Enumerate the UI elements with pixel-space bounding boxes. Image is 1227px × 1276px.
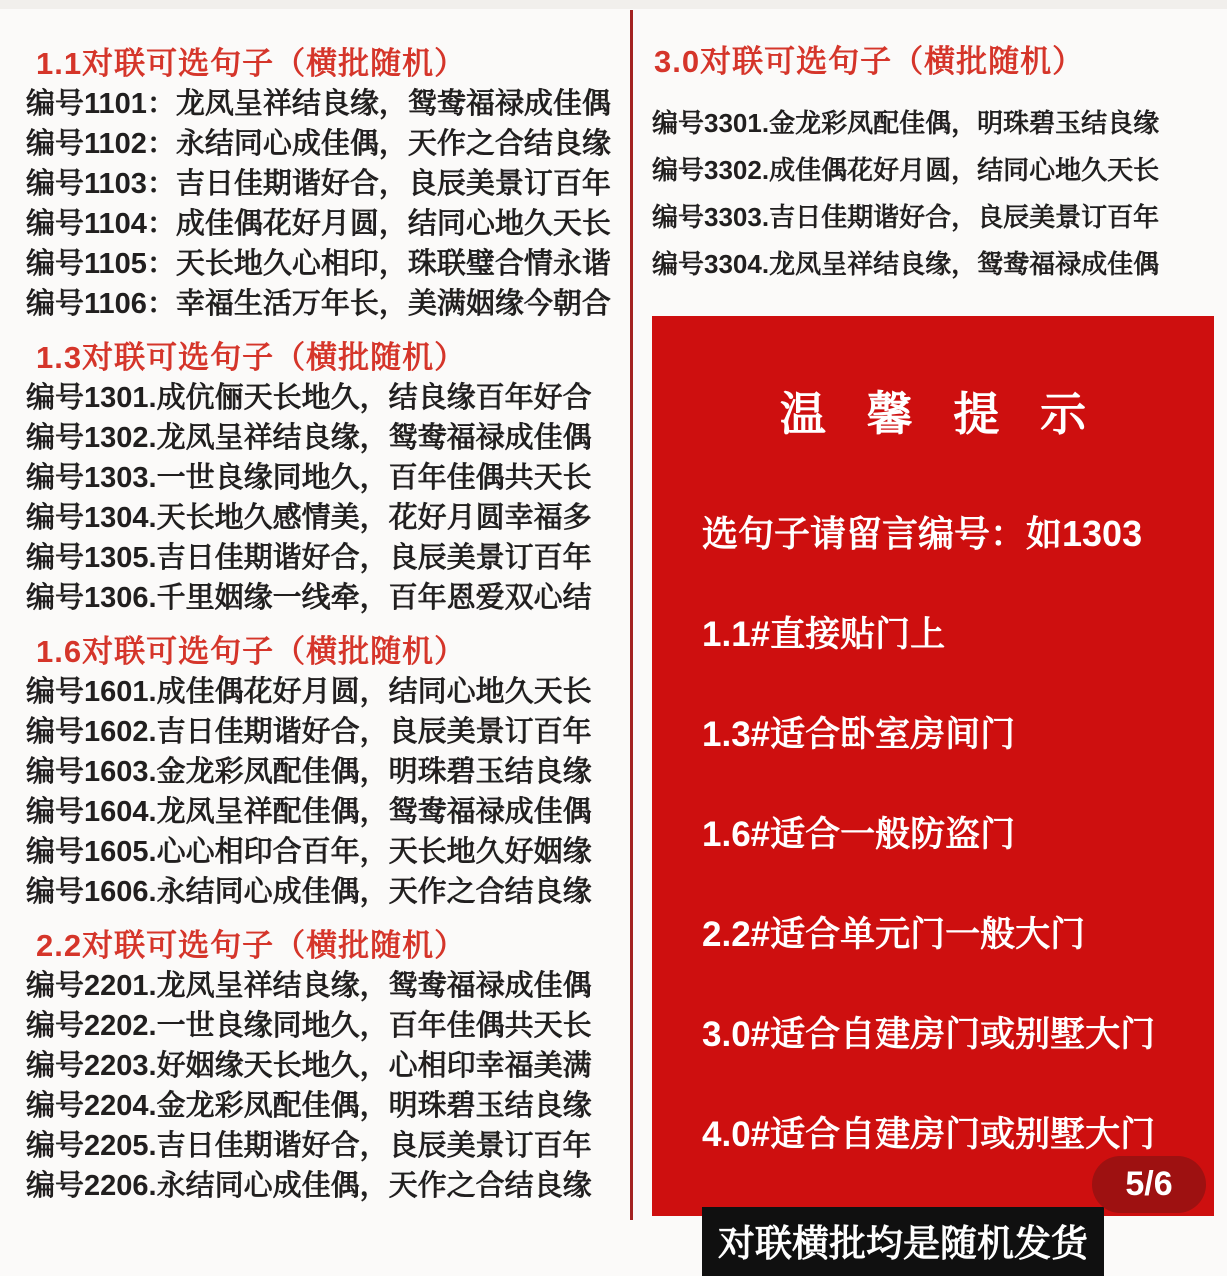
couplet-option-row: 编号3303.吉日佳期谐好合，良辰美景订百年 (652, 202, 1160, 232)
couplet-option-row: 编号2202.一世良缘同地久，百年佳偶共天长 (26, 1010, 592, 1042)
couplet-option-row: 编号1604.龙凤呈祥配佳偶，鸳鸯福禄成佳偶 (26, 796, 592, 828)
notice-line: 1.6#适合一般防盗门 (702, 815, 1016, 854)
couplet-option-row: 编号2203.好姻缘天长地久，心相印幸福美满 (26, 1050, 592, 1082)
section-1-1-rows (26, 84, 628, 324)
column-divider (630, 10, 633, 1220)
section-2-2 (26, 928, 628, 1206)
couplet-option-row: 编号1106：幸福生活万年长，美满姻缘今朝合 (26, 288, 611, 320)
section-1-1-title: 1.1对联可选句子（横批随机） (36, 46, 467, 81)
section-1-3 (26, 340, 628, 618)
notice-line: 3.0#适合自建房门或别墅大门 (702, 1015, 1156, 1054)
section-1-3-rows (26, 378, 628, 618)
couplet-option-row: 编号1601.成佳偶花好月圆，结同心地久天长 (26, 676, 592, 708)
section-3-0-title: 3.0对联可选句子（横批随机） (654, 44, 1085, 79)
couplet-options-right-column (652, 0, 1214, 1264)
section-1-3-title: 1.3对联可选句子（横批随机） (36, 340, 467, 375)
couplet-option-row: 编号1304.天长地久感情美，花好月圆幸福多 (26, 502, 592, 534)
section-2-2-title: 2.2对联可选句子（横批随机） (36, 928, 467, 963)
section-1-6-rows (26, 672, 628, 912)
notice-line: 1.1#直接贴门上 (702, 615, 946, 654)
notice-panel (652, 316, 1214, 1264)
notice-title: 温 馨 提 示 (779, 388, 1101, 440)
couplet-option-row: 编号1605.心心相印合百年，天长地久好姻缘 (26, 836, 592, 868)
section-1-6 (26, 634, 628, 912)
couplet-option-row: 编号1303.一世良缘同地久，百年佳偶共天长 (26, 462, 592, 494)
couplet-option-row: 编号2201.龙凤呈祥结良缘，鸳鸯福禄成佳偶 (26, 970, 592, 1002)
couplet-option-row: 编号1302.龙凤呈祥结良缘，鸳鸯福禄成佳偶 (26, 422, 592, 454)
notice-subtitle: 选句子请留言编号：如1303 (702, 513, 1143, 554)
section-2-2-rows (26, 966, 628, 1206)
page-indicator: 5/6 (1092, 1156, 1206, 1213)
couplet-option-row: 编号1301.成伉俪天长地久，结良缘百年好合 (26, 382, 592, 414)
section-1-1 (26, 46, 628, 324)
couplet-option-row: 编号1101：龙凤呈祥结良缘，鸳鸯福禄成佳偶 (26, 88, 611, 120)
notice-footer-badge: 对联横批均是随机发货 (702, 1207, 1104, 1276)
couplet-option-row: 编号3302.成佳偶花好月圆，结同心地久天长 (652, 155, 1160, 185)
couplet-option-row: 编号1306.千里姻缘一线牵，百年恩爱双心结 (26, 582, 592, 614)
couplet-option-row: 编号1104：成佳偶花好月圆，结同心地久天长 (26, 208, 611, 240)
couplet-option-row: 编号2204.金龙彩凤配佳偶，明珠碧玉结良缘 (26, 1090, 592, 1122)
notice-line: 4.0#适合自建房门或别墅大门 (702, 1115, 1156, 1154)
couplet-option-row: 编号1606.永结同心成佳偶，天作之合结良缘 (26, 876, 592, 908)
notice-line: 1.3#适合卧室房间门 (702, 715, 1016, 754)
couplet-option-row: 编号1602.吉日佳期谐好合，良辰美景订百年 (26, 716, 592, 748)
couplet-option-row: 编号3301.金龙彩凤配佳偶，明珠碧玉结良缘 (652, 108, 1160, 138)
section-1-6-title: 1.6对联可选句子（横批随机） (36, 634, 467, 669)
notice-line: 2.2#适合单元门一般大门 (702, 915, 1086, 954)
couplet-option-row: 编号3304.龙凤呈祥结良缘，鸳鸯福禄成佳偶 (652, 249, 1160, 279)
couplet-option-row: 编号2206.永结同心成佳偶，天作之合结良缘 (26, 1170, 592, 1202)
couplet-option-row: 编号2205.吉日佳期谐好合，良辰美景订百年 (26, 1130, 592, 1162)
couplet-options-left-column (26, 0, 628, 1206)
couplet-option-row: 编号1102：永结同心成佳偶，天作之合结良缘 (26, 128, 611, 160)
couplet-option-row: 编号1105：天长地久心相印，珠联璧合情永谐 (26, 248, 611, 280)
couplet-option-row: 编号1603.金龙彩凤配佳偶，明珠碧玉结良缘 (26, 756, 592, 788)
couplet-option-row: 编号1103：吉日佳期谐好合，良辰美景订百年 (26, 168, 611, 200)
section-3-0 (652, 44, 1214, 288)
section-3-0-rows (652, 100, 1214, 288)
couplet-option-row: 编号1305.吉日佳期谐好合，良辰美景订百年 (26, 542, 592, 574)
